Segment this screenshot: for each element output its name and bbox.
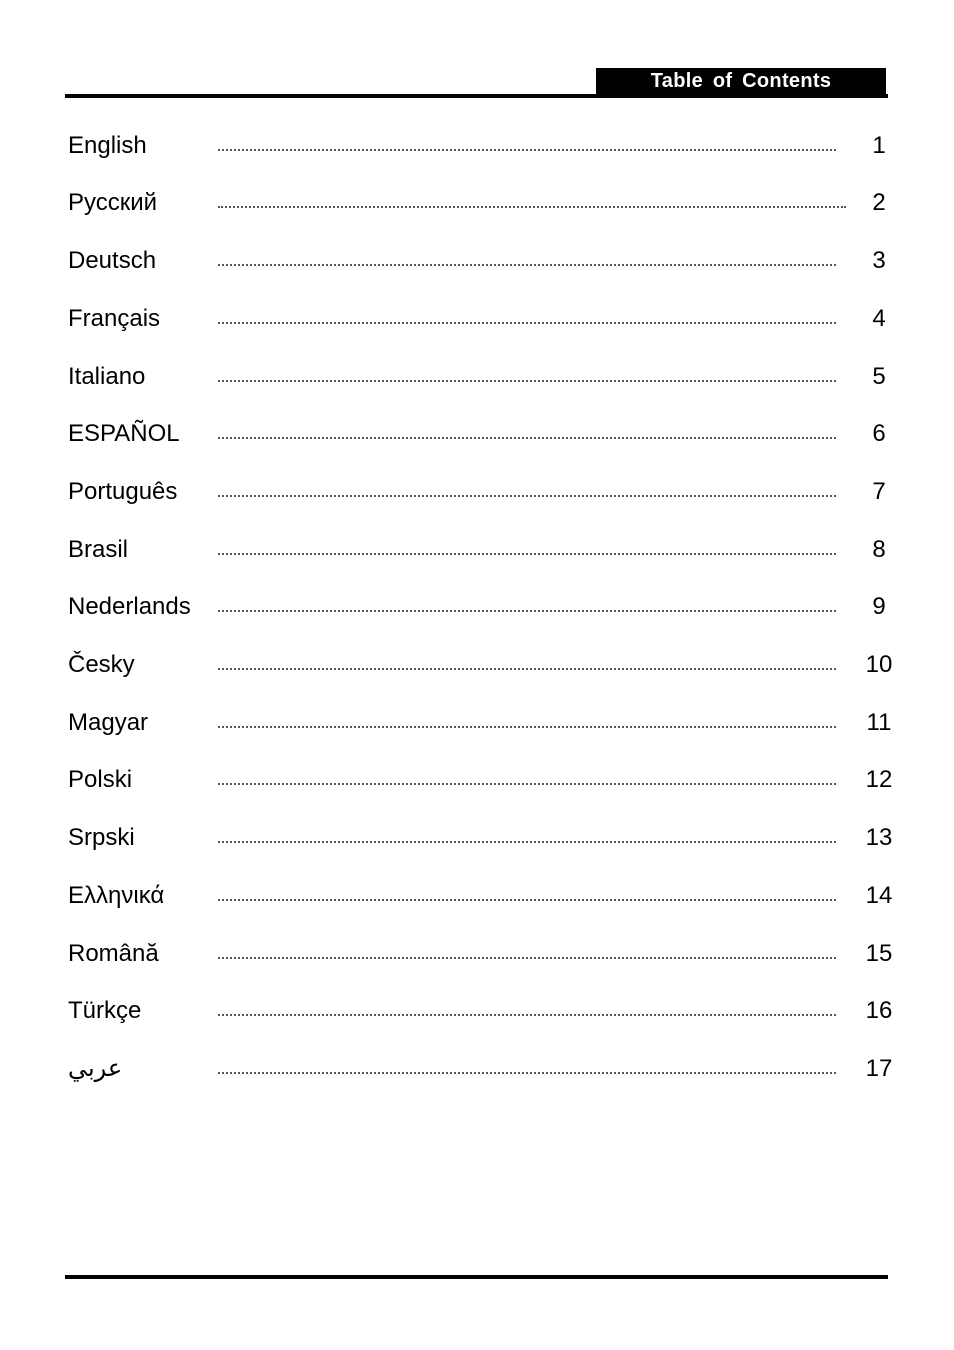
toc-dot-leader [218, 668, 836, 670]
toc-entry-hungarian[interactable] [0, 708, 954, 748]
toc-entry-label: Ελληνικά [68, 882, 165, 909]
toc-entry-french[interactable] [0, 304, 954, 344]
toc-page-number: 12 [865, 766, 893, 793]
toc-page-number: 3 [872, 247, 886, 274]
toc-entry-label: Česky [68, 651, 135, 678]
toc-page-number: 8 [872, 536, 886, 563]
toc-entry-label: ESPAÑOL [68, 420, 180, 447]
toc-page-number: 14 [865, 882, 893, 909]
toc-page-number: 1 [872, 132, 886, 159]
toc-entry-czech[interactable] [0, 650, 954, 690]
toc-page-number: 4 [872, 305, 886, 332]
toc-entry-brasil[interactable] [0, 535, 954, 575]
toc-entry-portuguese[interactable] [0, 477, 954, 517]
toc-entry-label: Русский [68, 189, 158, 216]
toc-dot-leader [218, 1014, 836, 1016]
toc-dot-leader [218, 899, 836, 901]
toc-entry-romanian[interactable] [0, 939, 954, 979]
toc-entry-german[interactable] [0, 246, 954, 286]
toc-page-number: 17 [865, 1055, 893, 1082]
toc-dot-leader [218, 610, 836, 612]
toc-entry-arabic[interactable] [0, 1054, 954, 1094]
toc-dot-leader [218, 495, 836, 497]
toc-dot-leader [218, 149, 836, 151]
toc-dot-leader [218, 726, 836, 728]
toc-page-number: 16 [865, 997, 893, 1024]
toc-dot-leader [218, 1072, 836, 1074]
toc-entry-greek[interactable] [0, 881, 954, 921]
toc-entry-label: Deutsch [68, 247, 157, 274]
toc-entry-polish[interactable] [0, 765, 954, 805]
toc-page-number: 7 [872, 478, 886, 505]
toc-entry-label: عربي [68, 1055, 123, 1082]
toc-dot-leader [218, 783, 836, 785]
toc-dot-leader [218, 322, 836, 324]
toc-dot-leader [218, 957, 836, 959]
toc-entry-label: Română [68, 940, 159, 967]
toc-page-number: 15 [865, 940, 893, 967]
toc-page-number: 13 [865, 824, 893, 851]
toc-entry-label: Português [68, 478, 178, 505]
toc-entry-dutch[interactable] [0, 592, 954, 632]
toc-page-number: 11 [866, 709, 892, 736]
toc-page-number: 2 [872, 189, 886, 216]
toc-page-number: 9 [872, 593, 886, 620]
toc-entry-label: Srpski [68, 824, 135, 851]
toc-entry-serbian[interactable] [0, 823, 954, 863]
toc-entry-label: Nederlands [68, 593, 191, 620]
toc-entry-italian[interactable] [0, 362, 954, 402]
toc-dot-leader [218, 206, 846, 208]
toc-entry-label: Türkçe [68, 997, 142, 1024]
toc-dot-leader [218, 380, 836, 382]
toc-dot-leader [218, 437, 836, 439]
toc-entry-english[interactable] [0, 131, 954, 171]
toc-entry-label: Français [68, 305, 161, 332]
toc-entry-label: Italiano [68, 363, 146, 390]
toc-entry-label: Magyar [68, 709, 149, 736]
page-title: Table of Contents [596, 68, 886, 95]
toc-dot-leader [218, 264, 836, 266]
toc-entry-turkish[interactable] [0, 996, 954, 1036]
toc-dot-leader [218, 553, 836, 555]
toc-entry-label: Polski [68, 766, 133, 793]
toc-entry-label: English [68, 132, 147, 159]
toc-entry-russian[interactable] [0, 188, 954, 228]
toc-dot-leader [218, 841, 836, 843]
toc-page-number: 5 [872, 363, 886, 390]
toc-entry-label: Brasil [68, 536, 129, 563]
toc-entry-spanish[interactable] [0, 419, 954, 459]
toc-page-number: 6 [872, 420, 886, 447]
toc-page-number: 10 [865, 651, 893, 678]
bottom-divider [65, 1275, 888, 1279]
